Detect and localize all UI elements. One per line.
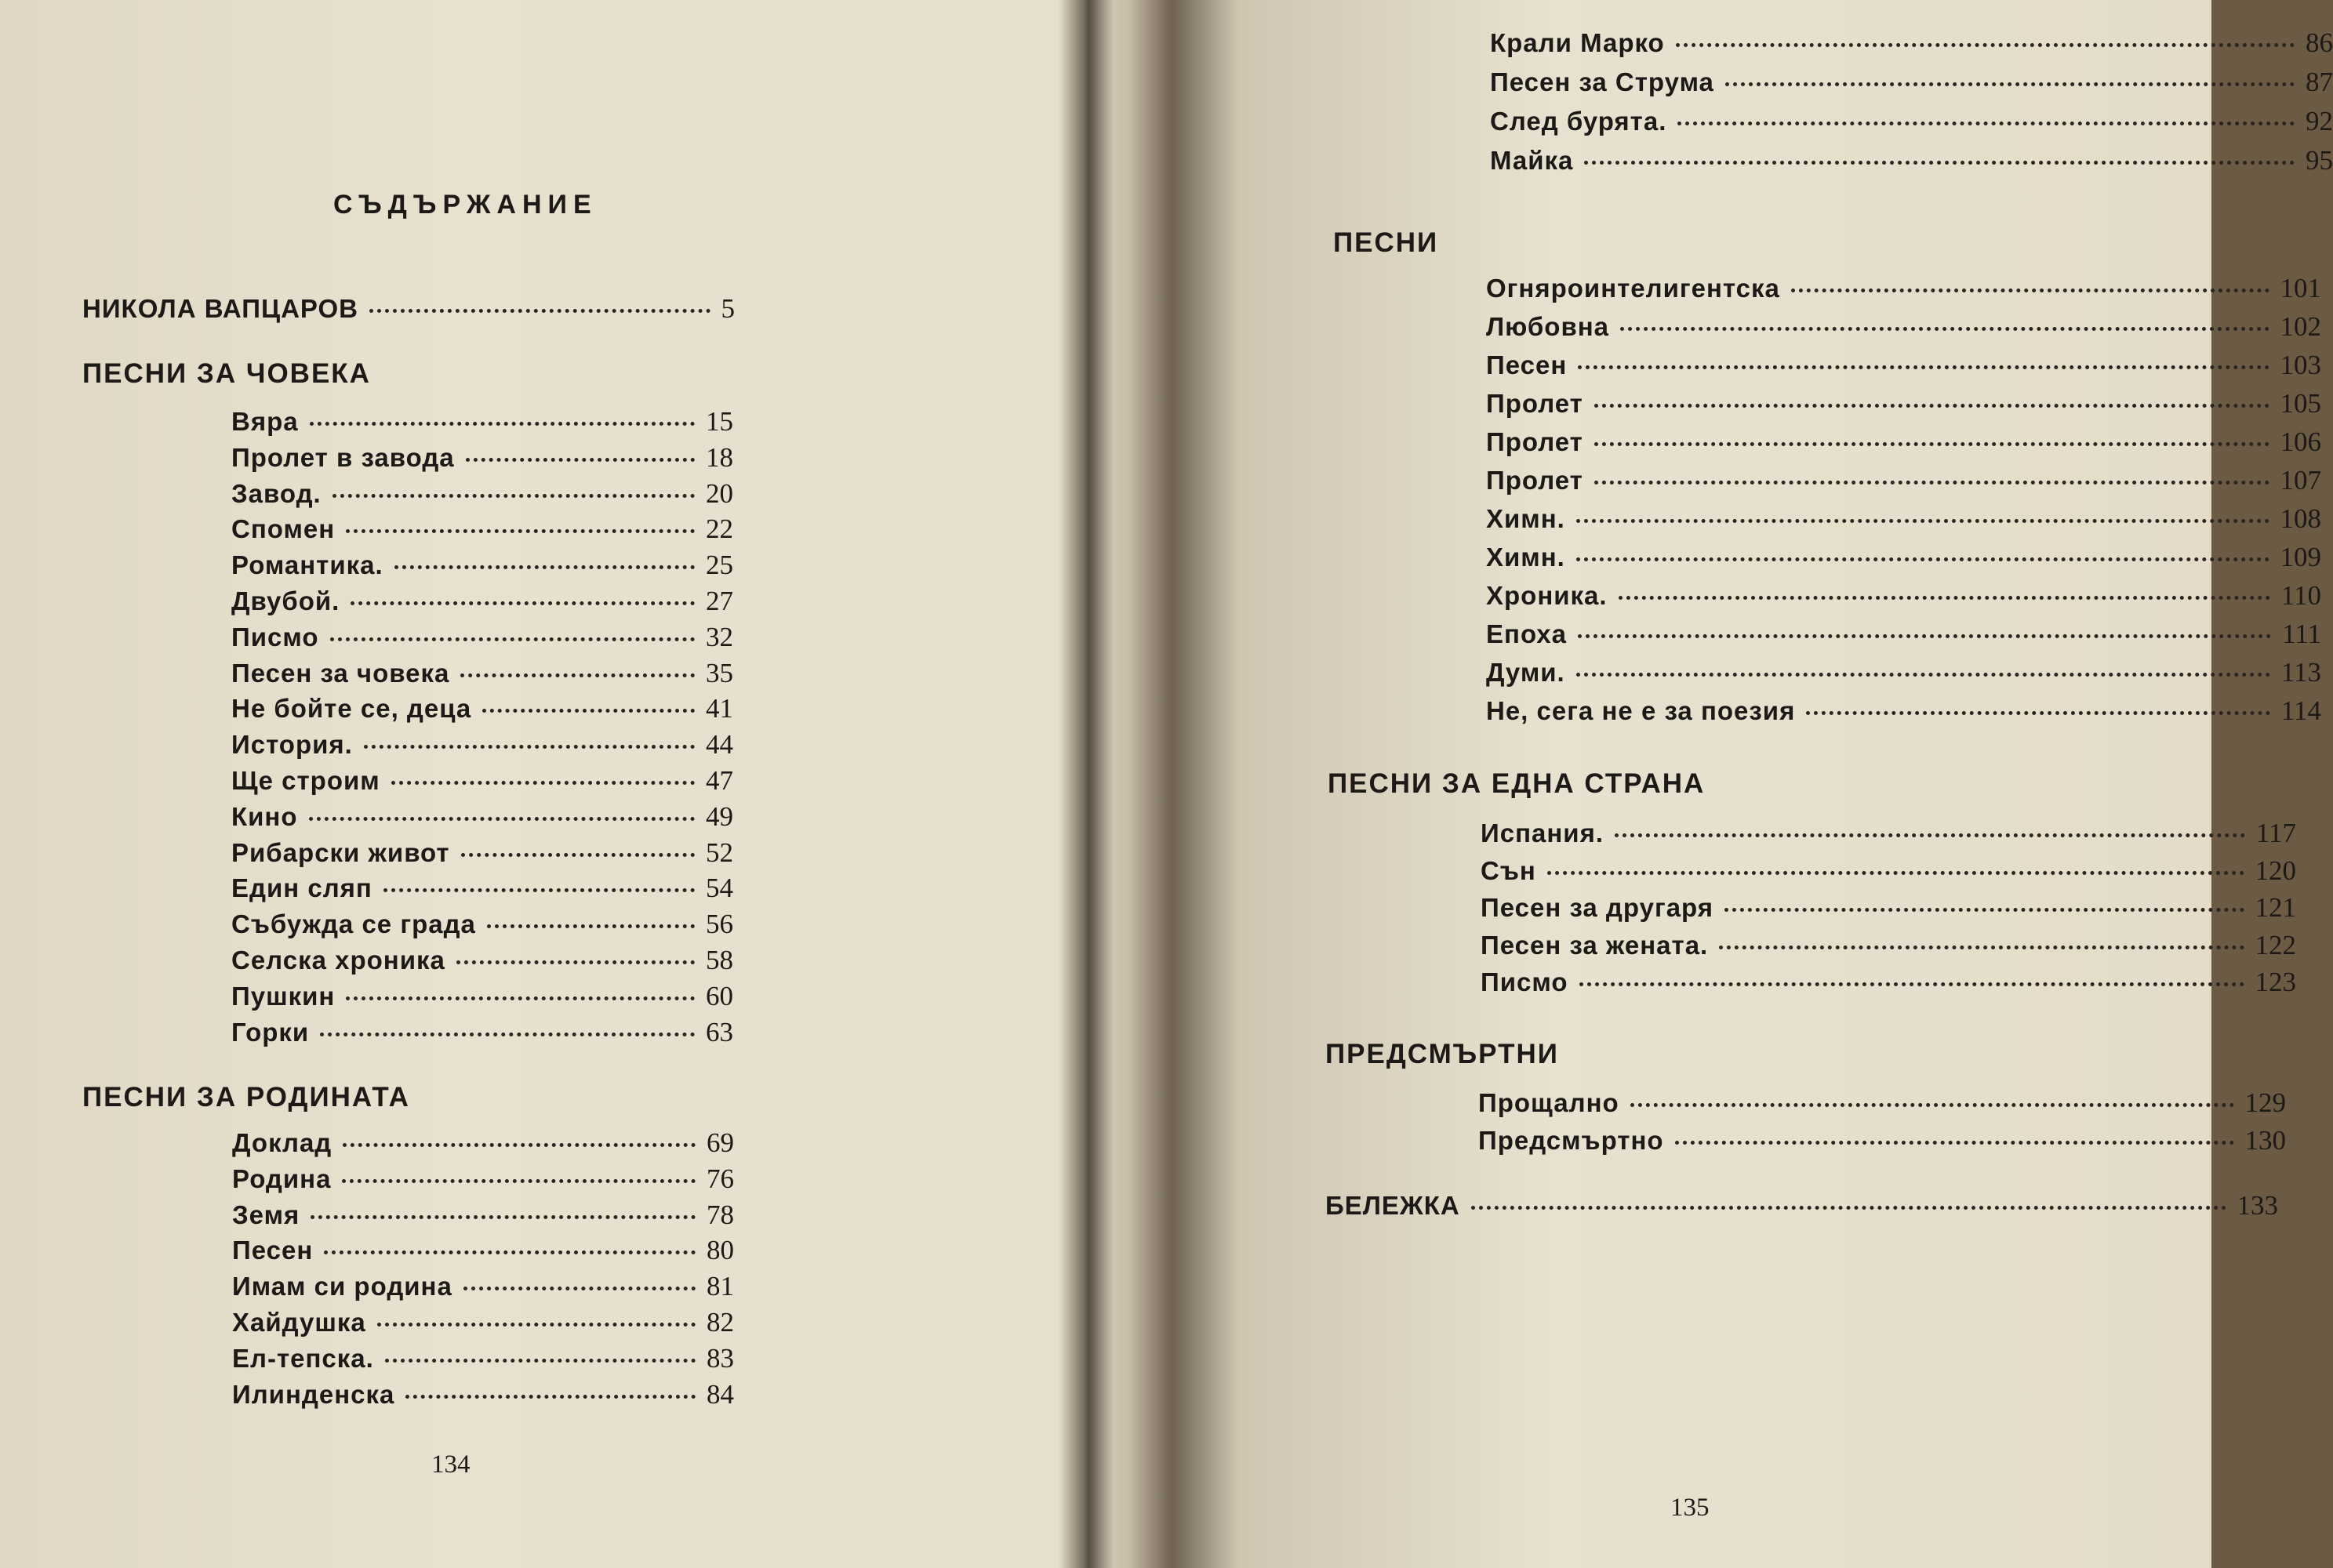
toc-entry [231,765,733,797]
dot-leader [456,956,695,964]
dot-leader [351,597,695,605]
toc-entry [232,1343,734,1374]
toc-entry [1486,542,2321,573]
toc-entry [231,981,733,1012]
entry-page: 103 [2280,350,2321,380]
entry-page: 123 [2255,967,2296,997]
entry-title: Имам си родина [232,1272,452,1301]
entry-page: 15 [706,406,733,437]
toc-entry [231,729,733,760]
author-entry [82,293,735,325]
toc-entry [1486,657,2321,688]
dot-leader [1578,630,2271,638]
dot-leader [1719,941,2244,949]
entry-title: Романтика. [231,550,383,580]
dot-leader [1576,514,2269,523]
toc-entry [1481,892,2296,924]
entry-title: Земя [232,1200,300,1229]
entry-page: 86 [2306,27,2333,58]
entry-title: Крали Марко [1490,28,1665,57]
toc-entry [231,442,733,474]
entry-title: Химн. [1486,543,1565,572]
dot-leader [346,524,695,533]
entry-title: Доклад [232,1128,333,1157]
entry-page: 113 [2280,657,2321,688]
entry-page: 35 [706,657,733,688]
entry-title: Песен [1486,350,1568,379]
entry-page: 95 [2306,145,2333,176]
entry-title: Събужда се града [231,909,476,939]
page-number: 134 [431,1450,471,1479]
entry-page: 5 [721,293,735,324]
entry-page: 101 [2280,273,2321,303]
dot-leader [391,776,695,785]
entry-title: Завод. [231,478,322,508]
entry-title: Химн. [1486,504,1565,533]
entry-title: Епоха [1486,619,1567,648]
dot-leader [343,1138,696,1147]
toc-entry [232,1379,734,1410]
entry-page: 130 [2244,1125,2286,1156]
entry-page: 105 [2280,388,2321,419]
entry-title: Хайдушка [232,1308,366,1337]
toc-entry [1486,503,2321,535]
entry-page: 60 [706,980,733,1011]
entry-page: 41 [706,693,733,724]
entry-title: Предсмъртно [1478,1126,1664,1155]
dot-leader [460,669,695,677]
dot-leader [1576,553,2269,561]
toc-entry [232,1271,734,1302]
entry-title: Пушкин [231,981,336,1011]
toc-entry [1486,695,2321,727]
entry-title: Писмо [231,622,319,652]
dot-leader [482,704,695,713]
contents-title: СЪДЪРЖАНИЕ [333,190,598,220]
entry-title: Горки [231,1017,310,1047]
dot-leader [1676,38,2295,47]
dot-leader [342,1174,696,1183]
dot-leader [1584,156,2295,165]
dot-leader [1619,591,2270,600]
toc-entry [231,478,733,510]
entry-title: След бурята. [1490,107,1667,136]
entry-page: 25 [706,550,733,581]
entry-page: 32 [706,621,733,652]
entry-title: Песен за другаря [1481,893,1714,922]
entry-title: Испания. [1481,818,1604,848]
entry-page: 107 [2280,465,2321,495]
toc-entry [1481,855,2296,887]
toc-entry [231,693,733,724]
dot-leader [1594,399,2269,408]
entry-page: 58 [706,945,733,975]
entry-page: 47 [706,765,733,796]
entry-title: Пролет [1486,466,1583,495]
entry-page: 87 [2306,67,2333,97]
toc-entry [232,1163,734,1195]
toc-entry [231,550,733,581]
entry-title: Майка [1490,146,1574,175]
entry-page: 122 [2255,929,2296,960]
toc-entry [1490,67,2333,98]
entry-title: Вяра [231,407,299,436]
entry-title: Хроника. [1486,581,1608,610]
toc-entry [231,837,733,869]
toc-entry [1486,273,2321,304]
entry-title: Не бойте се, деца [231,694,472,724]
toc-entry [1490,106,2333,137]
page-number: 135 [1670,1494,1710,1522]
toc-entry [231,945,733,976]
entry-page: 114 [2280,695,2321,726]
toc-entry [1481,930,2296,961]
entry-title: Родина [232,1163,332,1193]
toc-entry [232,1127,734,1159]
dot-leader [394,561,695,569]
entry-title: Пролет [1486,427,1583,456]
left-page [0,0,1082,1568]
toc-entry [1490,27,2333,59]
toc-entry [1490,145,2333,176]
entry-title: Думи. [1486,658,1565,687]
toc-entry [1478,1087,2286,1119]
dot-leader [1576,668,2270,677]
entry-page: 76 [707,1163,734,1194]
section-heading: ПЕСНИ ЗА РОДИНАТА [82,1082,410,1112]
entry-title: Прощално [1478,1088,1619,1117]
dot-leader [330,633,696,641]
entry-page: 129 [2244,1087,2286,1118]
entry-title: Един сляп [231,873,372,903]
dot-leader [1806,706,2269,715]
entry-page: 54 [706,873,733,904]
section-heading: ПЕСНИ ЗА ЧОВЕКА [82,358,371,389]
dot-leader [1620,322,2269,331]
toc-entry [231,801,733,833]
dot-leader [385,1354,696,1363]
entry-page: 18 [706,441,733,473]
entry-title: Писмо [1481,967,1568,996]
dot-leader [1615,829,2245,837]
entry-title: Ще строим [231,766,380,795]
dot-leader [461,848,695,857]
toc-entry [1486,619,2321,650]
dot-leader [333,489,695,498]
entry-page: 117 [2255,818,2296,848]
toc-entry [1481,818,2296,849]
entry-title: Любовна [1486,312,1610,341]
entry-page: 82 [707,1307,734,1338]
dot-leader [1630,1098,2234,1107]
entry-page: 84 [707,1378,734,1410]
entry-title: Не, сега не е за поезия [1486,696,1796,725]
entry-title: БЕЛЕЖКА [1325,1191,1460,1220]
entry-page: 108 [2280,503,2321,534]
entry-title: Спомен [231,514,336,544]
note-entry [1325,1190,2278,1221]
dot-leader [1724,903,2244,912]
toc-entry [1481,967,2296,998]
entry-title: Песен [232,1236,314,1265]
entry-title: Кино [231,801,298,831]
entry-title: Пролет [1486,389,1583,418]
entry-page: 83 [707,1342,734,1374]
dot-leader [1579,978,2244,986]
toc-entry [231,1017,733,1048]
dot-leader [346,992,695,1000]
toc-entry [232,1235,734,1266]
toc-entry [231,622,733,653]
dot-leader [1594,437,2269,446]
entry-title: Сън [1481,855,1536,885]
entry-title: История. [231,730,353,760]
toc-entry [1486,388,2321,419]
toc-entry [231,514,733,545]
entry-page: 69 [707,1127,734,1158]
toc-entry [231,406,733,437]
entry-page: 81 [707,1271,734,1302]
entry-title: Илинденска [232,1379,395,1409]
entry-page: 44 [706,729,733,760]
dot-leader [324,1246,696,1254]
entry-page: 121 [2255,892,2296,923]
dot-leader [1725,78,2295,86]
dot-leader [1677,117,2295,125]
dot-leader [310,417,695,426]
toc-entry [1486,350,2321,381]
section-heading: ПЕСНИ ЗА ЕДНА СТРАНА [1328,768,1706,799]
right-page [1082,0,2333,1568]
dot-leader [1594,476,2269,485]
entry-page: 109 [2280,542,2321,572]
dot-leader [405,1390,696,1399]
entry-page: 106 [2280,426,2321,457]
toc-entry [232,1307,734,1338]
entry-page: 52 [706,837,733,868]
section-heading: ПРЕДСМЪРТНИ [1325,1039,1559,1069]
entry-title: Песен за жената. [1481,930,1709,960]
toc-entry [231,873,733,904]
entry-title: Песен за човека [231,658,450,688]
dot-leader [1578,361,2269,369]
section-heading: ПЕСНИ [1333,227,1439,258]
entry-page: 120 [2255,855,2296,886]
entry-title: Ел-тепска. [232,1343,374,1373]
dot-leader [1471,1201,2226,1210]
dot-leader [463,1282,696,1290]
entry-page: 49 [706,800,733,832]
toc-entry [1486,465,2321,496]
dot-leader [309,812,695,821]
entry-title: Песен за Струма [1490,67,1714,96]
entry-page: 27 [706,586,733,616]
entry-title: Двубой. [231,586,340,615]
dot-leader [1675,1136,2234,1145]
toc-entry [1478,1125,2286,1156]
entry-page: 78 [707,1199,734,1230]
entry-page: 56 [706,909,733,940]
entry-page: 111 [2282,619,2321,649]
entry-page: 92 [2306,106,2333,136]
dot-leader [311,1210,696,1219]
entry-page: 22 [706,514,733,545]
dot-leader [466,453,695,462]
dot-leader [1791,284,2269,292]
dot-leader [364,740,695,749]
toc-entry [232,1200,734,1231]
toc-entry [1486,311,2321,343]
dot-leader [369,304,710,313]
entry-title: Огняроинтелигентска [1486,274,1780,303]
entry-page: 63 [706,1016,733,1047]
dot-leader [487,920,695,928]
entry-page: 80 [707,1235,734,1266]
dot-leader [1547,866,2244,875]
toc-entry [231,658,733,689]
dot-leader [377,1318,696,1327]
toc-entry [1486,580,2321,612]
entry-title: Пролет в завода [231,442,455,472]
entry-title: Рибарски живот [231,837,450,867]
dot-leader [383,884,695,892]
entry-title: Селска хроника [231,946,445,975]
entry-page: 133 [2237,1190,2278,1221]
dot-leader [320,1028,695,1036]
toc-entry [1486,426,2321,458]
entry-title: НИКОЛА ВАПЦАРОВ [82,294,359,323]
entry-page: 102 [2280,311,2321,342]
entry-page: 110 [2280,580,2321,611]
toc-entry [231,586,733,617]
entry-page: 20 [706,477,733,509]
toc-entry [231,909,733,940]
